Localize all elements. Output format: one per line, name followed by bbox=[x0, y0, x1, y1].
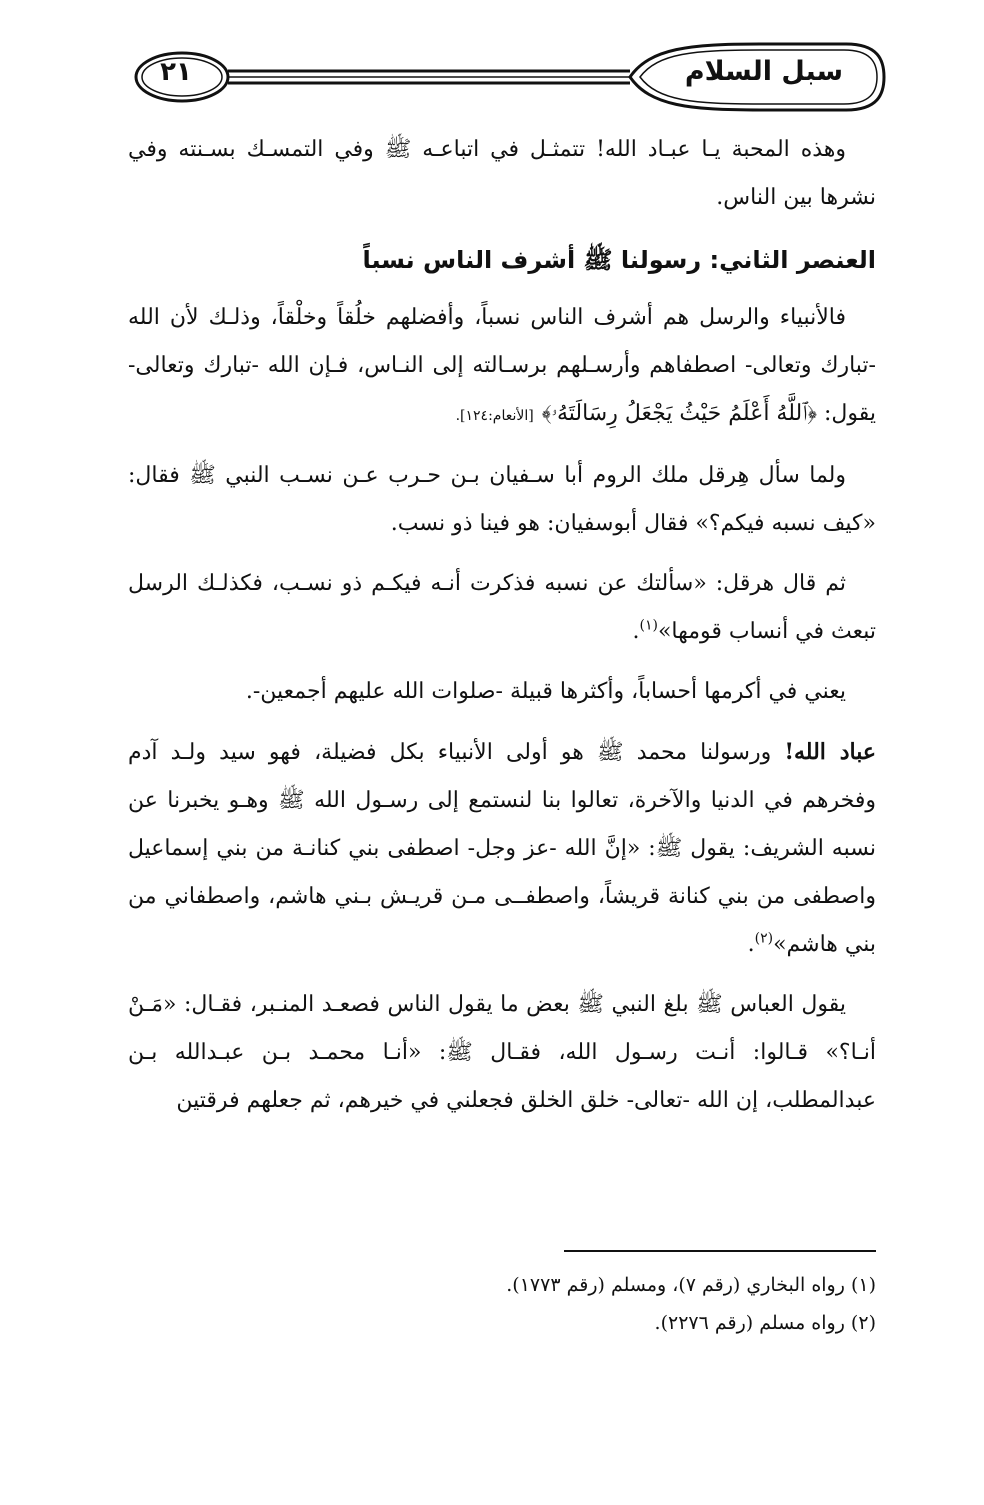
paragraph-3: ولما سأل هِرقل ملك الروم أبا سـفيان بـن حـرب عـن نسـب النبي ﷺ فقال: «كيف نسبه فيكم؟» فقال أبوسفيان: هو فينا ذو نسب. bbox=[128, 463, 876, 536]
footnote-divider bbox=[564, 1250, 876, 1252]
footnote-marker-1: (١) bbox=[639, 617, 658, 634]
footnotes bbox=[128, 1266, 876, 1342]
section-heading: العنصر الثاني: رسولنا ﷺ أشرف الناس نسباً bbox=[362, 246, 876, 274]
paragraph-6-text: ورسولنا محمد ﷺ هو أولى الأنبياء بكل فضيلة، فهو سيد ولـد آدم وفخرهم في الدنيا والآخرة، تعالوا بنا لنستمع إلى رسـول الله ﷺ وهـو يخبرنا عن نسبه الشريف: يقول ﷺ: «إنَّ الله -عز وجل- اصطفى بني كنانـة من بني إسماعيل واصطفى من بني كنانة قريشاً، واصطفــى مـن قريـش بـني هاشم، واصطفاني من بني هاشم» bbox=[128, 740, 876, 957]
paragraph-6: عباد الله! ورسولنا محمد ﷺ هو أولى الأنبياء بكل فضيلة، فهو سيد ولـد آدم وفخرهم في الدنيا والآخرة، تعالوا بنا لنستمع إلى رسـول الله ﷺ وهـو يخبرنا عن نسبه الشريف: يقول ﷺ: «إنَّ الله -عز وجل- اصطفى بني كنانـة من بني إسماعيل واصطفى من بني كنانة قريشاً، واصطفــى مـن قريـش بـني هاشم، واصطفاني من بني هاشم»$^{(٢)}$. bbox=[128, 739, 876, 957]
page-header bbox=[130, 40, 890, 114]
footnote-marker-2: (٢) bbox=[754, 930, 774, 947]
paragraph-2 bbox=[128, 294, 876, 440]
main-text bbox=[128, 126, 876, 1137]
paragraph-4: ثم قال هرقل: «سألتك عن نسبه فذكرت أنـه فيكـم ذو نسـب، فكذلـك الرسل تبعث في أنساب قومها»$^{(١)}$. bbox=[128, 571, 876, 644]
paragraph-6-lead: عباد الله! bbox=[784, 739, 876, 765]
paragraph-2-text: فالأنبياء والرسل هم أشرف الناس نسباً، وأفضلهم خلُقاً وخلْقاً، وذلـك لأن الله -تبارك وتعالى- اصطفاهم وأرسـلهم برسـالته إلى النـاس، فـإن الله -تبارك وتعالى- يقول: ﴿ٱللَّهُ أَعْلَمُ حَيْثُ يَجْعَلُ رِسَالَتَهُۥ﴾ bbox=[128, 305, 876, 426]
quran-reference: [الأنعام:١٢٤]. bbox=[455, 408, 534, 424]
paragraph-1: وهذه المحبة يـا عبـاد الله! تتمثـل في اتباعـه ﷺ وفي التمسـك بسـنته وفي نشرها بين الناس. bbox=[128, 137, 876, 210]
paragraph-7: يقول العباس ﷺ بلغ النبي ﷺ بعض ما يقول الناس فصعـد المنـبر، فقـال: «مَـنْ أنـا؟» قـالوا: أنـت رسـول الله، فقـال ﷺ: «أنـا محمـد بـن عبـدالله بـن عبدالمطلب، إن الله -تعالى- خلق الخلق فجعلني في خيرهم، ثم جعلهم فرقتين bbox=[128, 992, 876, 1113]
page-number: ٢١ bbox=[160, 57, 192, 87]
book-title: سبل السلام bbox=[684, 56, 844, 87]
paragraph-4-text: ثم قال هرقل: «سألتك عن نسبه فذكرت أنـه فيكـم ذو نسـب، فكذلـك الرسل تبعث في أنساب قومها» bbox=[128, 571, 876, 644]
footnote-1: (١) رواه البخاري (رقم ٧)، ومسلم (رقم ١٧٧٣). bbox=[506, 1274, 876, 1296]
footnote-2: (٢) رواه مسلم (رقم ٢٢٧٦). bbox=[654, 1312, 876, 1334]
paragraph-5: يعني في أكرمها أحساباً، وأكثرها قبيلة -صلوات الله عليهم أجمعين-. bbox=[245, 679, 846, 704]
